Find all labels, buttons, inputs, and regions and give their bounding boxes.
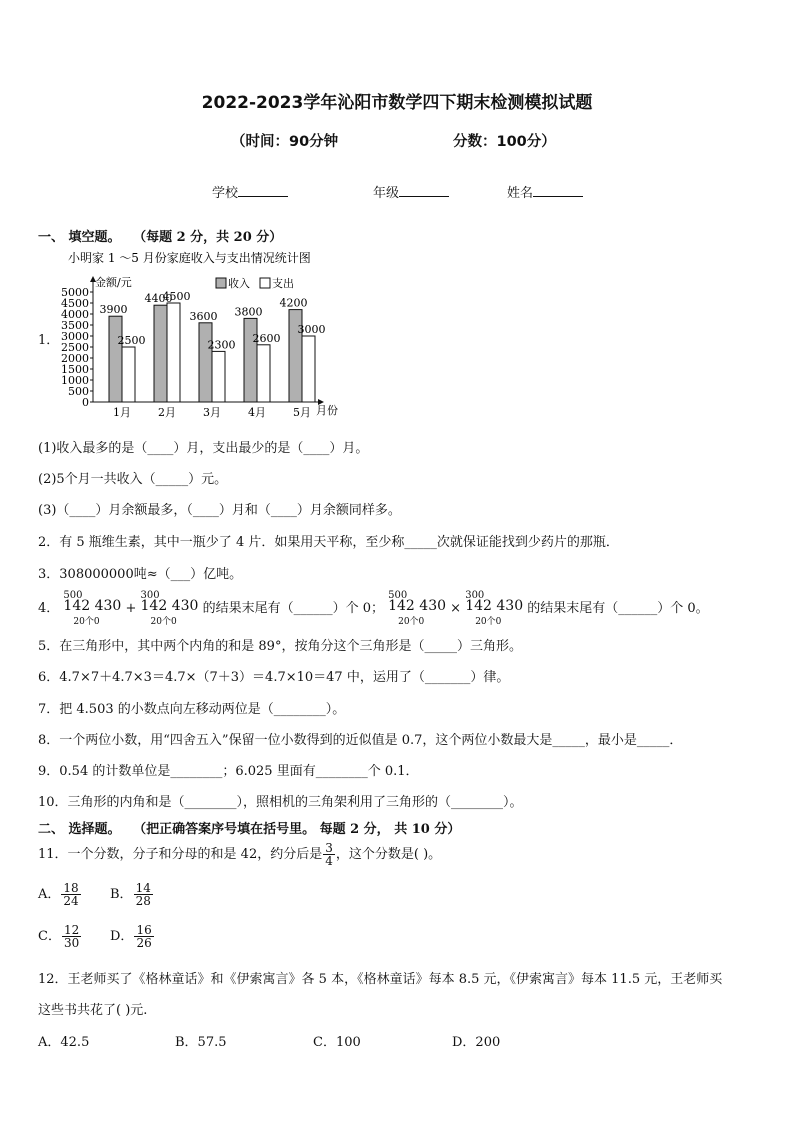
chart-ytick-label: 4000 [61, 308, 89, 321]
data-label-2月-支出: 4500 [162, 290, 191, 303]
category-label-4: 5月 [293, 406, 311, 419]
q6: 6．4.7×7＋4.7×3＝4.7×（7＋3）＝4.7×10＝47 中，运用了（_______）律。 [38, 670, 510, 685]
section-2-label: 二、 选择题。 [38, 822, 121, 837]
data-label-3月-收入: 3600 [189, 309, 218, 323]
bar-1月-收入 [109, 316, 122, 402]
data-label-1月-收入: 3900 [99, 303, 128, 317]
chart-ytick-label: 2000 [61, 352, 89, 365]
bar-2月-收入 [154, 305, 167, 402]
q4-expr-b: 300 142 430 20个0 [140, 589, 199, 627]
q12-option-a[interactable]: A．42.5 [38, 1035, 90, 1050]
bar-2月-支出 [167, 303, 180, 402]
q1-sub2: (2)5个月一共收入（_____）元。 [38, 472, 228, 487]
data-label-2月-收入: 4400 [144, 292, 173, 306]
bar-3月-收入 [199, 323, 212, 402]
q11-option-b[interactable]: B． $\frac{14}{28}$ [110, 881, 151, 908]
name-label: 姓名 [507, 186, 534, 201]
school-blank[interactable] [238, 184, 288, 197]
q12-option-c[interactable]: C．100 [313, 1035, 361, 1050]
exam-time: （时间：90分钟 [231, 134, 339, 150]
legend-swatch-0 [216, 278, 226, 288]
income-expense-chart [60, 246, 360, 421]
chart-ytick-label: 3500 [61, 319, 89, 332]
data-label-5月-收入: 4200 [279, 296, 308, 310]
q1-sub1: (1)收入最多的是（____）月，支出最少的是（____）月。 [38, 441, 369, 456]
section-1-label: 一、 填空题。 [38, 230, 121, 245]
chart-ytick-label: 1000 [61, 374, 89, 387]
q4-expr-d: 300 142 430 20个0 [465, 589, 524, 627]
chart-categories [113, 406, 311, 419]
section-1-note: （每题 2 分，共 20 分） [133, 230, 283, 245]
name-field[interactable] [507, 182, 583, 201]
q8: 8．一个两位小数，用“四舍五入”保留一位小数得到的近似值是 0.7，这个两位小数最大是_____，最小是_____． [38, 733, 683, 748]
grade-label: 年级 [373, 186, 400, 201]
legend-swatch-1 [260, 278, 270, 288]
chart-ytick-label: 5000 [61, 286, 89, 299]
section-2-heading [38, 818, 460, 837]
q10: 10．三角形的内角和是（________），照相机的三角架利用了三角形的（________）。 [38, 795, 523, 810]
q11-pre: 11．一个分数，分子和分母的和是 42，约分后是 [38, 847, 323, 862]
q1-number: 1． [38, 333, 60, 348]
q7: 7．把 4.503 的小数点向左移动两位是（________）。 [38, 702, 346, 717]
q11 [38, 842, 441, 867]
bar-1月-支出 [122, 347, 135, 402]
q5: 5．在三角形中，其中两个内角的和是 89°，按角分这个三角形是（_____）三角形。 [38, 639, 522, 654]
q4-op-plus: + [125, 601, 137, 616]
q9: 9．0.54 的计数单位是________；6.025 里面有________个 0.1． [38, 764, 419, 779]
q11-option-a[interactable]: A． $\frac{18}{24}$ [38, 881, 79, 908]
q4 [38, 589, 709, 627]
data-label-1月-支出: 2500 [117, 334, 146, 347]
legend-label-1: 支出 [272, 277, 294, 290]
chart-ytick-label: 3000 [61, 330, 89, 343]
q4-expr-c: 500 142 430 20个0 [388, 589, 447, 627]
page-title: 2022-2023学年沁阳市数学四下期末检测模拟试题 [201, 93, 593, 113]
school-label: 学校 [212, 186, 239, 201]
chart-ytick-label: 1500 [61, 363, 89, 376]
bar-5月-支出 [302, 336, 315, 402]
q12-line2: 这些书共花了( )元. [38, 1003, 148, 1018]
chart-legend [216, 276, 294, 290]
q12-option-b[interactable]: B．57.5 [175, 1035, 227, 1050]
data-label-5月-支出: 3000 [297, 323, 326, 336]
legend-label-0: 收入 [228, 277, 250, 290]
school-field[interactable] [212, 182, 288, 201]
chart-xlabel: 月份 [316, 404, 338, 417]
data-label-3月-支出: 2300 [207, 338, 236, 352]
exam-score: 分数：100分） [453, 134, 556, 150]
category-label-1: 2月 [158, 406, 176, 419]
q12-option-d[interactable]: D．200 [452, 1035, 501, 1050]
grade-blank[interactable] [399, 184, 449, 197]
chart-ytick-label: 2500 [61, 341, 89, 354]
q11-post: ，这个分数是( )。 [335, 847, 442, 862]
section-1-heading [38, 226, 282, 245]
chart-yticks [61, 286, 93, 409]
grade-field[interactable] [373, 182, 449, 201]
q4-number: 4． [38, 601, 60, 616]
data-label-4月-支出: 2600 [252, 331, 281, 345]
q11-fraction: $\frac{3}{4}$ [325, 841, 333, 868]
q11-option-c[interactable]: C． $\frac{12}{30}$ [38, 923, 80, 950]
chart-ytick-label: 500 [68, 385, 89, 398]
chart-title: 小明家 1 ～5 月份家庭收入与支出情况统计图 [68, 251, 311, 265]
bar-4月-支出 [257, 345, 270, 402]
q4-end: 的结果末尾有（______）个 0。 [527, 601, 709, 616]
chart-ytick-label: 0 [82, 396, 89, 409]
category-label-0: 1月 [113, 406, 131, 419]
chart-ylabel: 金额/元 [95, 276, 132, 289]
category-label-3: 4月 [248, 406, 266, 419]
bar-3月-支出 [212, 351, 225, 402]
q4-expr-a: 500 142 430 20个0 [63, 589, 122, 627]
q4-op-times: × [450, 601, 462, 616]
q1-sub3: (3)（____）月余额最多，（____）月和（____）月余额同样多。 [38, 503, 401, 518]
q4-mid: 的结果末尾有（______）个 0； [202, 601, 384, 616]
q2: 2．有 5 瓶维生素，其中一瓶少了 4 片．如果用天平称，至少称_____次就保证能找到少药片的那瓶． [38, 535, 619, 550]
data-label-4月-收入: 3800 [234, 305, 263, 319]
chart-ytick-label: 4500 [61, 297, 89, 310]
q12-line1: 12．王老师买了《格林童话》和《伊索寓言》各 5 本，《格林童话》每本 8.5 元，《伊索寓言》每本 11.5 元，王老师买 [38, 972, 723, 987]
name-blank[interactable] [533, 184, 583, 197]
q11-option-d[interactable]: D． $\frac{16}{26}$ [110, 923, 152, 950]
section-2-note: （把正确答案序号填在括号里。 每题 2 分， 共 10 分） [133, 822, 461, 837]
q3: 3．308000000吨≈（___）亿吨。 [38, 567, 243, 582]
category-label-2: 3月 [203, 406, 221, 419]
